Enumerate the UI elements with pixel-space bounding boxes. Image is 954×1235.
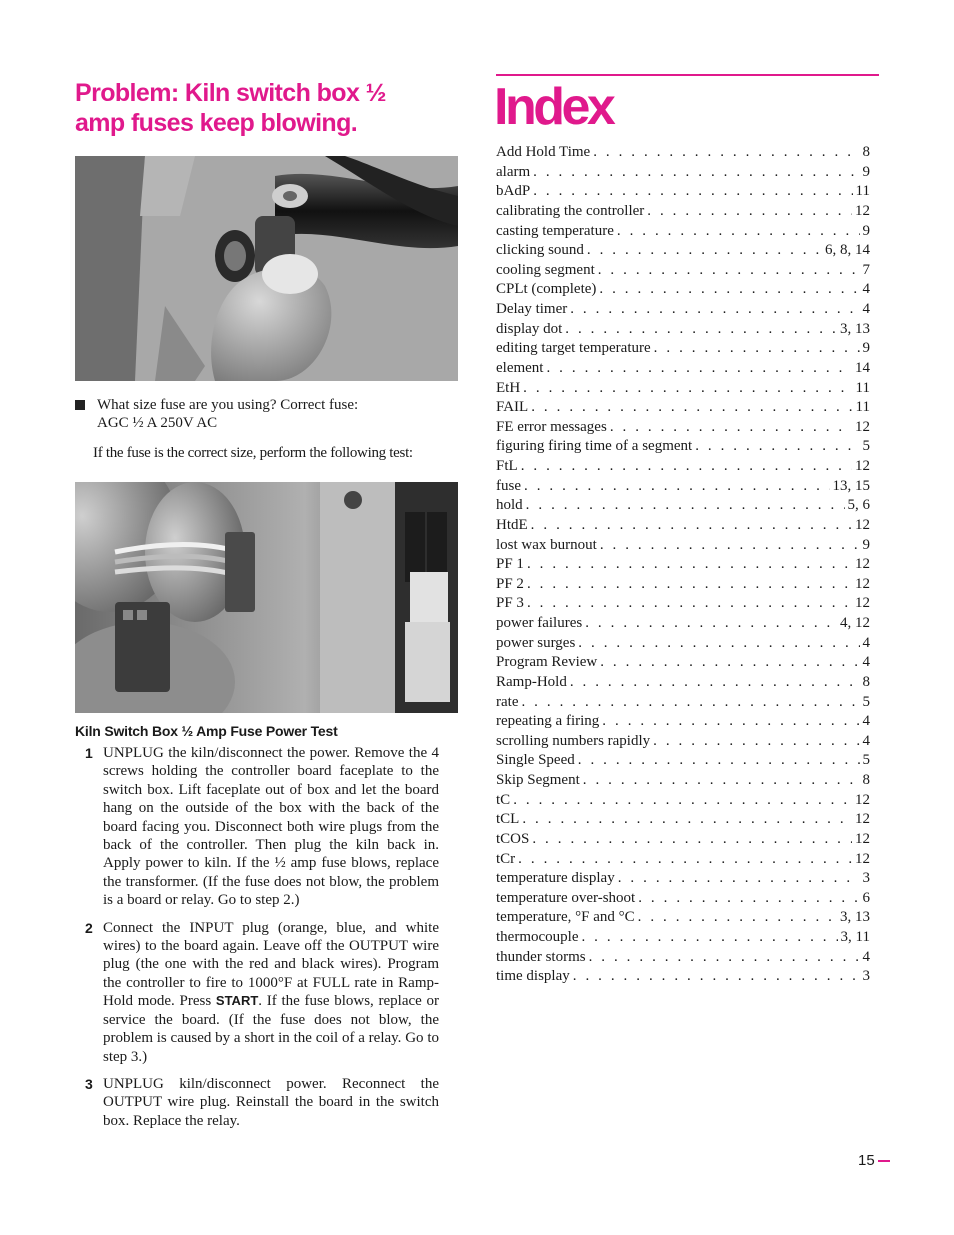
step-number: 1	[85, 745, 93, 761]
index-leader-dots	[526, 496, 845, 516]
index-pages: 11	[855, 379, 870, 396]
index-term: rate	[496, 693, 519, 710]
power-test-steps	[85, 744, 439, 1139]
index-entry	[496, 555, 870, 575]
index-pages: 12	[855, 575, 870, 592]
index-term: figuring firing time of a segment	[496, 438, 693, 455]
index-term: bAdP	[496, 183, 531, 200]
index-leader-dots	[531, 516, 852, 536]
index-term: FAIL	[496, 399, 529, 416]
index-pages: 4, 12	[840, 615, 870, 631]
index-leader-dots	[638, 889, 859, 909]
step-1	[85, 744, 439, 910]
bullet-row	[75, 396, 458, 432]
index-leader-dots	[654, 339, 860, 359]
index-pages: 6	[862, 889, 870, 906]
index-term: PF 1	[496, 556, 524, 573]
step-text: UNPLUG the kiln/disconnect the power. Remove the 4 screws holding the controller board faceplate to the switch box. Lift faceplate out of box and let the board hang on the outside of the box with the back of the board facing you. Disconnect both wire plugs from the back of the controller. Then plug the kiln back in. Apply power to kiln. If the ½ amp fuse blows, replace the transformer. (If the fuse does not blow, the problem is a board or relay. Go to step 2.)	[103, 745, 439, 909]
index-entry	[496, 280, 870, 300]
index-term: Skip Segment	[496, 772, 580, 788]
index-term: calibrating the controller	[496, 202, 645, 219]
index-pages: 13, 15	[832, 477, 870, 494]
index-term: element	[496, 359, 544, 376]
index-term: CPLt (complete)	[496, 281, 597, 298]
index-term: tC	[496, 791, 511, 808]
index-term: EtH	[496, 379, 521, 396]
index-term: alarm	[496, 163, 531, 180]
index-pages: 14	[855, 359, 870, 376]
index-leader-dots	[546, 359, 852, 379]
index-leader-dots	[527, 555, 852, 575]
index-term: scrolling numbers rapidly	[496, 732, 651, 749]
step-number: 2	[85, 919, 93, 936]
index-leader-dots	[532, 830, 852, 850]
step-text	[103, 919, 439, 1066]
index-leader-dots	[599, 280, 859, 300]
index-term: repeating a firing	[496, 713, 600, 730]
index-title: Index	[494, 78, 613, 136]
index-pages: 12	[855, 811, 870, 828]
index-leader-dots	[531, 398, 852, 418]
index-leader-dots	[593, 143, 859, 163]
index-leader-dots	[618, 869, 860, 889]
index-entry	[496, 732, 870, 752]
index-term: temperature, °F and °C	[496, 909, 635, 926]
index-entry	[496, 830, 870, 850]
index-entry	[496, 889, 870, 909]
index-entry	[496, 359, 870, 379]
index-entry	[496, 457, 870, 477]
index-leader-dots	[587, 241, 822, 261]
index-entry	[496, 948, 870, 968]
bullet-text	[97, 396, 458, 432]
index-leader-dots	[533, 163, 859, 183]
index-term: fuse	[496, 477, 521, 494]
index-term: temperature display	[496, 870, 615, 887]
index-entry	[496, 751, 870, 771]
index-term: thunder storms	[496, 948, 586, 965]
index-leader-dots	[583, 771, 860, 791]
index-leader-dots	[518, 850, 852, 870]
index-term: FtL	[496, 458, 518, 474]
index-leader-dots	[527, 594, 852, 614]
page-number: 15	[858, 1152, 875, 1169]
index-entry	[496, 418, 870, 438]
index-term: HtdE	[496, 516, 528, 533]
index-leader-dots	[695, 437, 859, 457]
start-key-label: START	[215, 993, 259, 1009]
index-leader-dots	[578, 751, 860, 771]
index-term: tCr	[496, 850, 516, 867]
index-pages: 3, 13	[840, 320, 870, 337]
index-pages: 9	[862, 340, 870, 357]
index-term: FE error messages	[496, 418, 607, 435]
index-leader-dots	[647, 202, 852, 222]
index-entry	[496, 869, 870, 889]
index-pages: 4	[862, 281, 870, 298]
page-number-dash	[878, 1160, 890, 1162]
problem-heading-block	[75, 78, 458, 138]
step-text: UNPLUG kiln/disconnect power. Reconnect the OUTPUT wire plug. Reinstall the board in the switch box. Replace the relay.	[103, 1075, 439, 1129]
index-pages: 8	[862, 144, 870, 160]
index-pages: 9	[862, 536, 870, 553]
index-entry	[496, 202, 870, 222]
index-term: Ramp-Hold	[496, 673, 567, 690]
index-entry	[496, 222, 870, 242]
bullet-question: What size fuse are you using? Correct fuse:	[97, 397, 359, 413]
step-2	[85, 919, 439, 1066]
power-test-subheading: Kiln Switch Box ½ Amp Fuse Power Test	[75, 723, 338, 739]
index-pages: 3	[862, 870, 870, 887]
index-leader-dots	[653, 732, 859, 752]
index-pages: 8	[862, 772, 870, 788]
index-entry	[496, 241, 870, 261]
bullet-followup-text: If the fuse is the correct size, perform the following test:	[93, 445, 413, 461]
index-term: power surges	[496, 634, 576, 651]
index-entry	[496, 437, 870, 457]
index-entry	[496, 850, 870, 870]
index-leader-dots	[513, 791, 852, 811]
index-entry	[496, 908, 870, 928]
fuse-holder-photo	[75, 156, 458, 381]
index-leader-dots	[570, 673, 860, 693]
index-entry	[496, 653, 870, 673]
index-entry	[496, 398, 870, 418]
index-pages: 12	[855, 850, 870, 867]
index-leader-dots	[533, 182, 852, 202]
index-pages: 5	[862, 438, 870, 455]
index-pages: 5	[862, 752, 870, 769]
index-entry	[496, 928, 870, 948]
index-entry	[496, 967, 870, 987]
index-term: hold	[496, 497, 523, 514]
index-pages: 11	[855, 183, 870, 200]
index-entry	[496, 634, 870, 654]
index-pages: 9	[862, 163, 870, 180]
index-leader-dots	[570, 300, 859, 320]
index-leader-dots	[617, 222, 860, 242]
index-term: Add Hold Time	[496, 144, 591, 160]
index-entry	[496, 594, 870, 614]
index-pages: 12	[855, 556, 870, 573]
index-leader-dots	[600, 653, 859, 673]
index-leader-dots	[598, 261, 860, 281]
step-3	[85, 1075, 439, 1130]
index-term: lost wax burnout	[496, 536, 597, 553]
index-entry	[496, 477, 870, 497]
index-pages: 8	[862, 673, 870, 690]
step-number: 3	[85, 1075, 93, 1092]
index-leader-dots	[573, 967, 860, 987]
index-pages: 5	[862, 693, 870, 710]
index-leader-dots	[523, 379, 852, 399]
index-term: temperature over-shoot	[496, 889, 636, 906]
index-pages: 3, 13	[840, 909, 870, 926]
step-text-before: Connect the INPUT plug (orange, blue, and white wires) to the board again. Leave off the OUTPUT wire plug (the one with the red and black wires). Program the controller to fire to 1000°F at FULL rate in Ramp-Hold mode. Press	[103, 919, 439, 1010]
index-pages: 7	[862, 261, 870, 278]
index-term: thermocouple	[496, 929, 579, 945]
index-entry	[496, 673, 870, 693]
index-term: editing target temperature	[496, 340, 651, 357]
index-leader-dots	[610, 418, 852, 438]
index-term: PF 2	[496, 575, 524, 592]
index-leader-dots	[527, 575, 852, 595]
index-leader-dots	[585, 614, 837, 634]
index-pages: 12	[855, 830, 870, 847]
index-entry	[496, 320, 870, 340]
index-pages: 4	[862, 713, 870, 730]
index-term: cooling segment	[496, 261, 595, 278]
index-entry	[496, 614, 870, 634]
index-leader-dots	[600, 536, 860, 556]
index-pages: 6, 8, 14	[825, 242, 870, 259]
index-pages: 4	[862, 948, 870, 965]
index-term: Delay timer	[496, 301, 568, 317]
index-pages: 12	[855, 595, 870, 612]
index-entry	[496, 379, 870, 399]
index-leader-dots	[578, 634, 859, 654]
index-pages: 5, 6	[847, 497, 870, 514]
index-leader-dots	[521, 457, 852, 477]
index-pages: 4	[862, 301, 870, 317]
index-entry	[496, 536, 870, 556]
square-bullet-icon	[75, 400, 85, 410]
bullet-answer: AGC ½ A 250V AC	[97, 415, 218, 431]
index-term: tCL	[496, 811, 520, 828]
fuse-size-bullet	[75, 396, 458, 462]
index-leader-dots	[581, 928, 837, 948]
index-term: PF 3	[496, 595, 524, 612]
step-text-after: . If the fuse blows, replace or service the board. (If the fuse does not blow, the problem is caused by a short in the coil of a relay. Go to step 3.)	[103, 993, 440, 1065]
index-pages: 12	[855, 418, 870, 435]
index-pages: 9	[862, 222, 870, 239]
index-entry	[496, 300, 870, 320]
index-entry	[496, 339, 870, 359]
index-entry	[496, 261, 870, 281]
index-leader-dots	[524, 477, 830, 497]
index-pages: 12	[855, 458, 870, 474]
heading-line-2: amp fuses keep blowing.	[75, 109, 358, 137]
index-pages: 12	[855, 791, 870, 808]
index-pages: 4	[862, 634, 870, 651]
index-term: casting temperature	[496, 222, 614, 239]
index-entry	[496, 496, 870, 516]
index-term: Program Review	[496, 654, 598, 671]
index-list	[496, 143, 870, 987]
index-entry	[496, 693, 870, 713]
index-term: tCOS	[496, 830, 530, 847]
index-leader-dots	[521, 693, 859, 713]
index-entry	[496, 182, 870, 202]
index-pages: 4	[862, 732, 870, 749]
index-pages: 11	[855, 399, 870, 416]
index-term: clicking sound	[496, 242, 584, 259]
index-pages: 12	[855, 202, 870, 219]
problem-heading	[75, 78, 458, 138]
index-term: time display	[496, 968, 570, 985]
index-pages: 4	[862, 654, 870, 671]
wire-plugs-photo	[75, 482, 458, 713]
index-entry	[496, 791, 870, 811]
heading-line-1: Problem: Kiln switch box ½	[75, 79, 386, 107]
index-leader-dots	[638, 908, 837, 928]
index-leader-dots	[589, 948, 860, 968]
index-term: display dot	[496, 320, 563, 337]
index-entry	[496, 771, 870, 791]
index-term: power failures	[496, 615, 583, 631]
index-pages: 3, 11	[840, 929, 870, 945]
index-entry	[496, 810, 870, 830]
index-entry	[496, 516, 870, 536]
index-leader-dots	[602, 712, 859, 732]
index-entry	[496, 712, 870, 732]
index-entry	[496, 143, 870, 163]
index-pages: 12	[855, 516, 870, 533]
index-entry	[496, 163, 870, 183]
index-leader-dots	[565, 320, 837, 340]
index-pages: 3	[862, 968, 870, 985]
index-entry	[496, 575, 870, 595]
index-leader-dots	[522, 810, 852, 830]
index-term: Single Speed	[496, 752, 575, 769]
